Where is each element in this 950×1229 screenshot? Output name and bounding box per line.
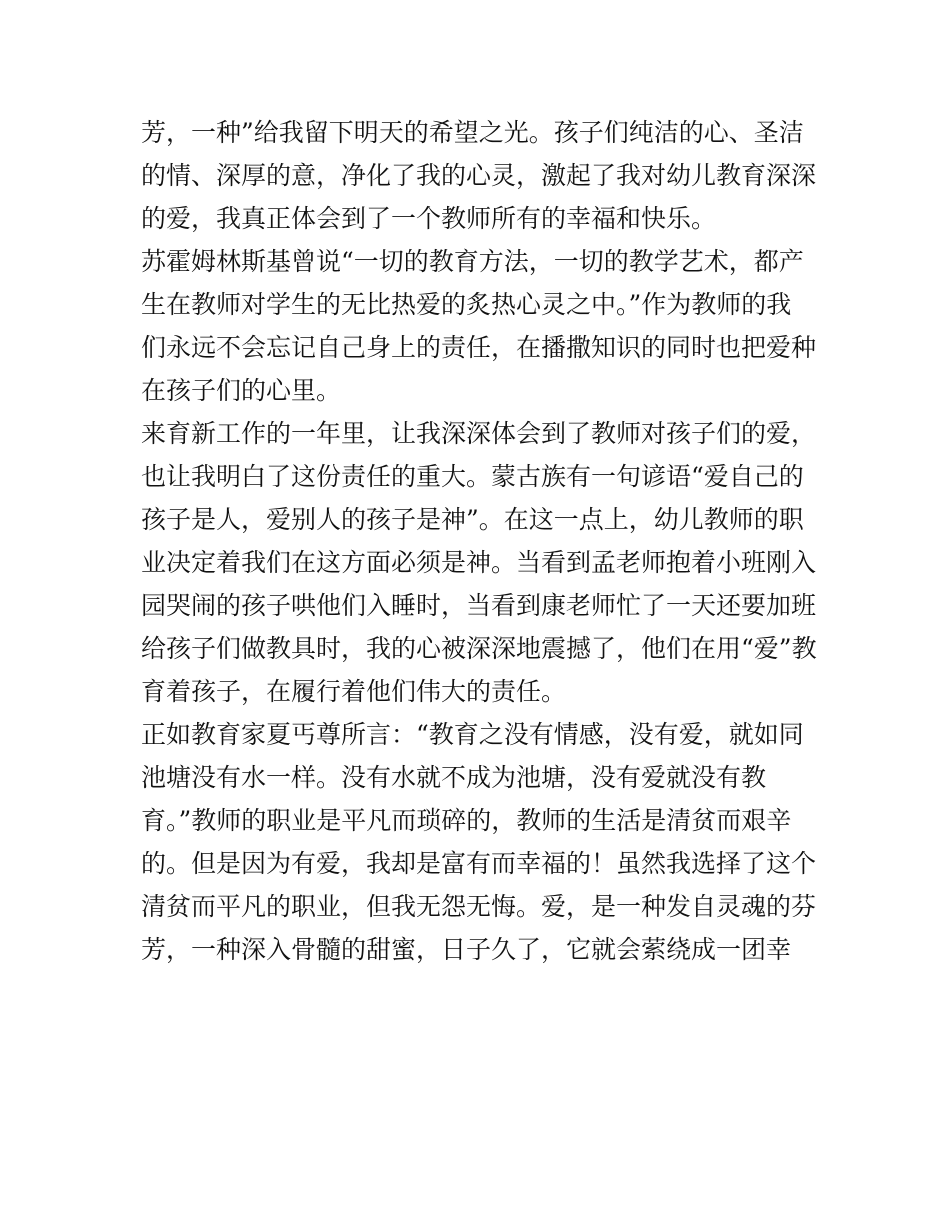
- text-line: 们永远不会忘记自己身上的责任，在播撒知识的同时也把爱种: [141, 333, 817, 362]
- text-line: 的爱，我真正体会到了一个教师所有的幸福和快乐。: [141, 204, 717, 233]
- text-line: 给孩子们做教具时，我的心被深深地震撼了，他们在用“爱”教: [141, 634, 817, 663]
- text-line: 苏霍姆林斯基曾说“一切的教育方法，一切的教学艺术，都产: [141, 247, 804, 276]
- text-line: 育着孩子，在履行着他们伟大的责任。: [141, 677, 567, 706]
- text-line: 正如教育家夏丐尊所言：“教育之没有情感，没有爱，就如同: [141, 720, 804, 749]
- body-text: [141, 111, 821, 971]
- text-line: 的情、深厚的意，净化了我的心灵，激起了我对幼儿教育深深: [141, 161, 817, 190]
- text-line: 池塘没有水一样。没有水就不成为池塘，没有爱就没有教: [141, 763, 767, 792]
- text-line: 生在教师对学生的无比热爱的炙热心灵之中。”作为教师的我: [141, 290, 792, 319]
- text-line: 也让我明白了这份责任的重大。蒙古族有一句谚语“爱自己的: [141, 462, 804, 491]
- text-line: 的。但是因为有爱，我却是富有而幸福的！虽然我选择了这个: [141, 849, 817, 878]
- text-line: 孩子是人，爱别人的孩子是神”。在这一点上，幼儿教师的职: [141, 505, 804, 534]
- text-line: 清贫而平凡的职业，但我无怨无悔。爱，是一种发自灵魂的芬: [141, 892, 817, 921]
- text-line: 芳，一种”给我留下明天的希望之光。孩子们纯洁的心、圣洁: [141, 118, 804, 147]
- text-line: 业决定着我们在这方面必须是神。当看到孟老师抱着小班刚入: [141, 548, 817, 577]
- text-line: 来育新工作的一年里，让我深深体会到了教师对孩子们的爱，: [141, 419, 817, 448]
- text-line: 育。”教师的职业是平凡而琐碎的，教师的生活是清贫而艰辛: [141, 806, 792, 835]
- text-line: 芳，一种深入骨髓的甜蜜，日子久了，它就会萦绕成一团幸: [141, 935, 792, 964]
- text-line: 园哭闹的孩子哄他们入睡时，当看到康老师忙了一天还要加班: [141, 591, 817, 620]
- text-line: 在孩子们的心里。: [141, 376, 342, 405]
